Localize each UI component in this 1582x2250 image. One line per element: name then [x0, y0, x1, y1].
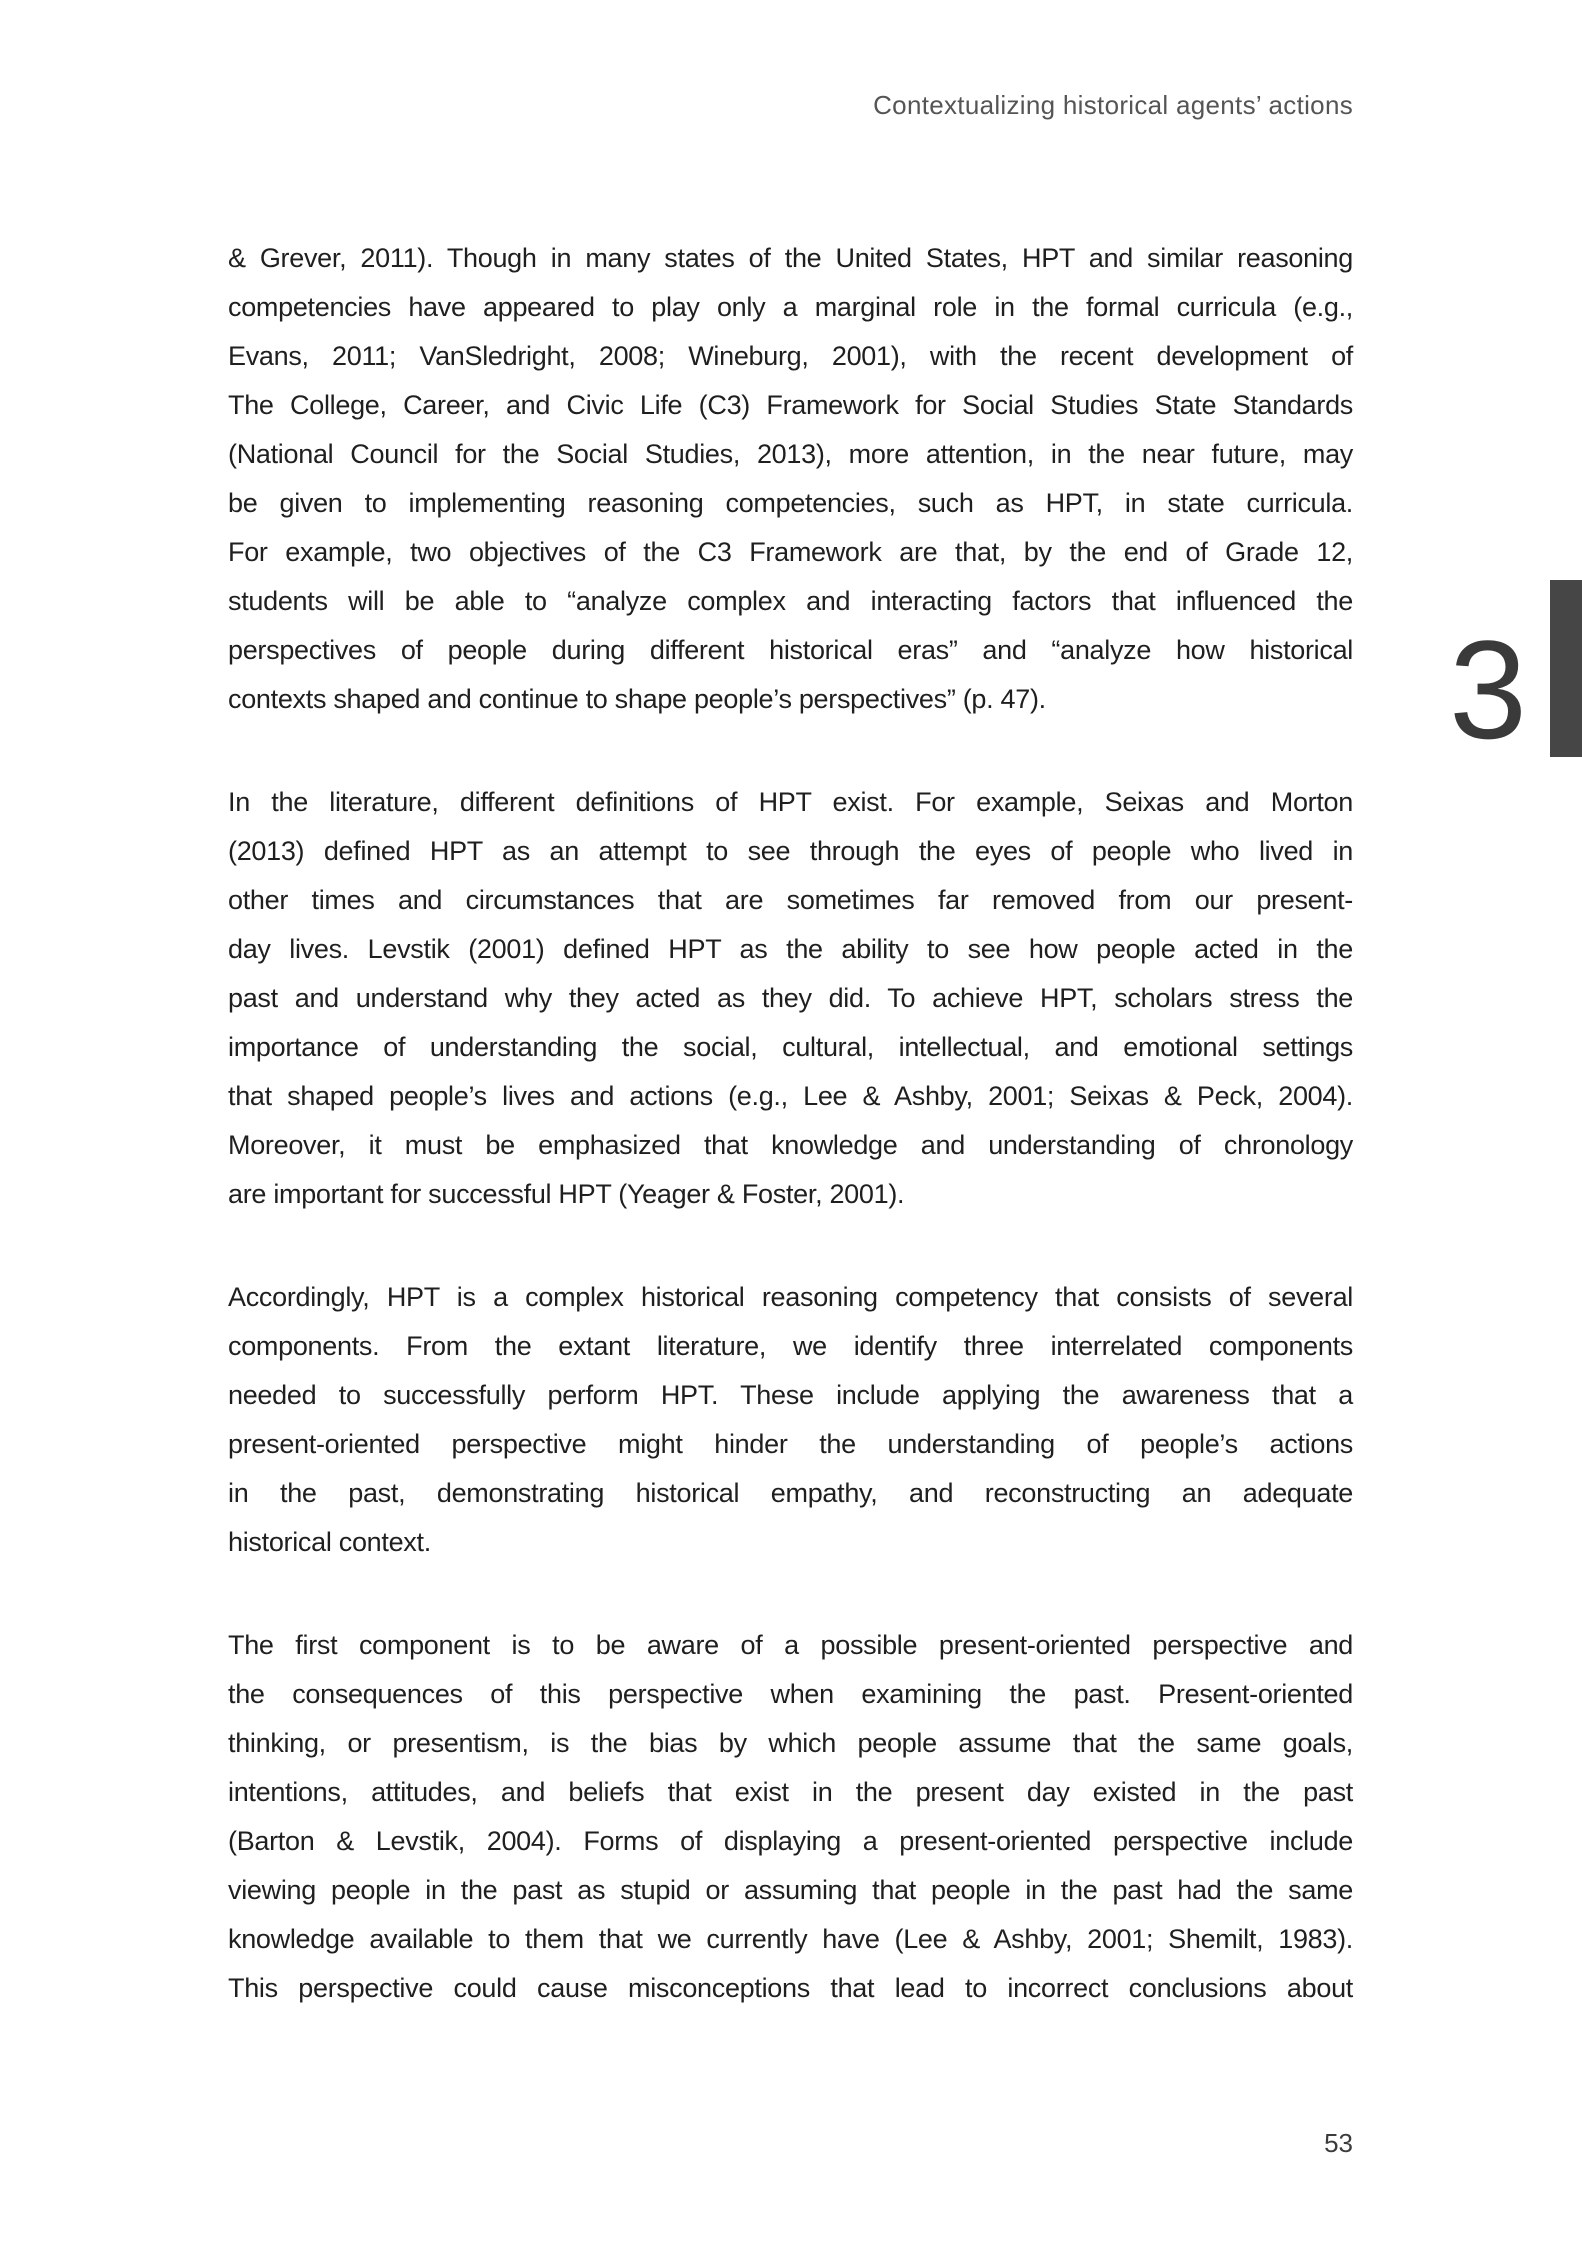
text-line: components. From the extant literature, we identify three interrelated components [228, 1331, 1353, 1361]
paragraph [228, 234, 1353, 724]
text-line: contexts shaped and continue to shape people’s perspectives” (p. 47). [228, 684, 1046, 714]
text-line: knowledge available to them that we currently have (Lee & Ashby, 2001; Shemilt, 1983). [228, 1924, 1353, 1954]
text-line: importance of understanding the social, cultural, intellectual, and emotional settings [228, 1032, 1353, 1062]
text-line: present-oriented perspective might hinder the understanding of people’s actions [228, 1429, 1353, 1459]
text-line: students will be able to “analyze complex and interacting factors that influenced the [228, 586, 1353, 616]
text-line: past and understand why they acted as they did. To achieve HPT, scholars stress the [228, 983, 1353, 1013]
text-line: intentions, attitudes, and beliefs that exist in the present day existed in the past [228, 1777, 1353, 1807]
text-line: For example, two objectives of the C3 Framework are that, by the end of Grade 12, [228, 537, 1353, 567]
text-line: The College, Career, and Civic Life (C3) Framework for Social Studies State Standards [228, 390, 1353, 420]
running-header: Contextualizing historical agents’ actions [873, 90, 1353, 120]
text-line: (2013) defined HPT as an attempt to see through the eyes of people who lived in [228, 836, 1353, 866]
page-number: 53 [1324, 2128, 1353, 2158]
paragraph [228, 1621, 1353, 2013]
text-line: Accordingly, HPT is a complex historical reasoning competency that consists of several [228, 1282, 1353, 1312]
chapter-number: 3 [1449, 611, 1527, 768]
text-line: (National Council for the Social Studies, 2013), more attention, in the near future, may [228, 439, 1353, 469]
text-line: This perspective could cause misconceptions that lead to incorrect conclusions about [228, 1973, 1353, 2003]
body-text [228, 234, 1353, 2013]
paragraph [228, 1273, 1353, 1567]
text-line: (Barton & Levstik, 2004). Forms of displaying a present-oriented perspective include [228, 1826, 1353, 1856]
text-line: viewing people in the past as stupid or assuming that people in the past had the same [228, 1875, 1353, 1905]
text-line: other times and circumstances that are sometimes far removed from our present- [228, 885, 1353, 915]
text-line: Moreover, it must be emphasized that knowledge and understanding of chronology [228, 1130, 1353, 1160]
text-line: competencies have appeared to play only a marginal role in the formal curricula (e.g., [228, 292, 1353, 322]
text-line: be given to implementing reasoning competencies, such as HPT, in state curricula. [228, 488, 1353, 518]
text-line: The first component is to be aware of a possible present-oriented perspective and [228, 1630, 1353, 1660]
chapter-tab-bar [1550, 580, 1582, 757]
text-line: historical context. [228, 1527, 431, 1557]
text-line: thinking, or presentism, is the bias by which people assume that the same goals, [228, 1728, 1353, 1758]
text-line: day lives. Levstik (2001) defined HPT as the ability to see how people acted in the [228, 934, 1353, 964]
text-line: needed to successfully perform HPT. These include applying the awareness that a [228, 1380, 1353, 1410]
text-line: are important for successful HPT (Yeager & Foster, 2001). [228, 1179, 905, 1209]
text-line: & Grever, 2011). Though in many states of the United States, HPT and similar reasoning [228, 243, 1353, 273]
text-line: perspectives of people during different historical eras” and “analyze how historical [228, 635, 1353, 665]
text-line: the consequences of this perspective when examining the past. Present-oriented [228, 1679, 1353, 1709]
text-line: Evans, 2011; VanSledright, 2008; Wineburg, 2001), with the recent development of [228, 341, 1353, 371]
text-line: in the past, demonstrating historical empathy, and reconstructing an adequate [228, 1478, 1353, 1508]
text-line: that shaped people’s lives and actions (e.g., Lee & Ashby, 2001; Seixas & Peck, 2004). [228, 1081, 1353, 1111]
paragraph [228, 778, 1353, 1219]
text-line: In the literature, different definitions of HPT exist. For example, Seixas and Morton [228, 787, 1353, 817]
